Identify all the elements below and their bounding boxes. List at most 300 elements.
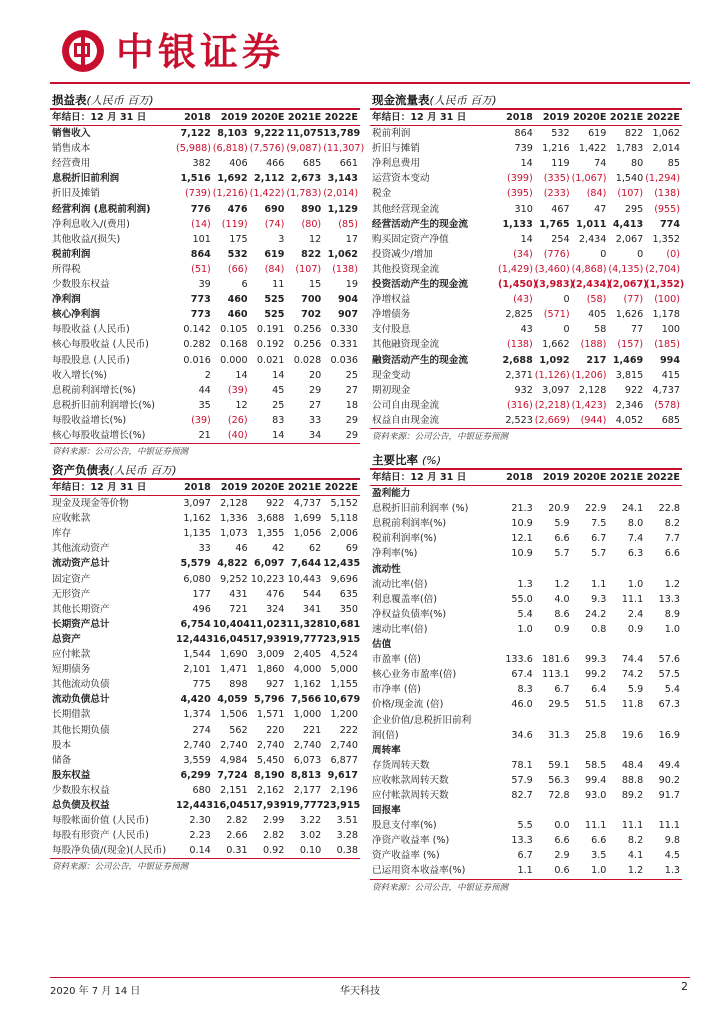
- cell-value: 680: [192, 784, 211, 796]
- table-row: [50, 768, 360, 783]
- ratios-table: [370, 470, 682, 879]
- row-label: 应付帐款周转天数: [372, 789, 449, 801]
- column-header: 2018: [176, 110, 213, 126]
- income-table: [50, 110, 365, 443]
- cell-value: 10.9: [511, 518, 533, 530]
- row-label: 价格/现金流 (倍): [372, 699, 444, 711]
- row-label: 库存: [52, 528, 72, 540]
- cell-value: 3,559: [183, 754, 211, 766]
- cell-value: 77: [630, 324, 644, 336]
- cell-value: 5.7: [591, 548, 607, 560]
- cell-value: 3.22: [299, 815, 322, 827]
- cell-value: 47: [594, 203, 607, 215]
- cell-value: 1,692: [217, 173, 248, 185]
- cell-value: 101: [192, 233, 211, 245]
- cell-value: 113.1: [542, 669, 570, 681]
- cell-value: 2,405: [293, 649, 322, 661]
- cashflow-statement-section: [370, 92, 685, 445]
- cell-value: 4,737: [652, 384, 680, 396]
- cell-value: 2.66: [226, 830, 248, 842]
- cell-value: 254: [551, 233, 570, 245]
- row-label: 折旧及摊销: [52, 188, 100, 200]
- row-label: 长期借款: [52, 709, 91, 721]
- cell-value: 0.14: [189, 845, 211, 857]
- cell-value: 7.4: [627, 533, 644, 545]
- cell-value: [608, 562, 645, 577]
- row-label: 每股有形资产 (人民币): [52, 830, 149, 842]
- cell-value: (39): [191, 414, 211, 426]
- cell-value: 16,045: [212, 633, 250, 645]
- table-row: [50, 738, 360, 753]
- row-label: 流动性: [372, 563, 401, 575]
- cell-value: 532: [551, 128, 570, 140]
- cell-value: 1.1: [517, 865, 533, 877]
- row-label: 净资产收益率 (%): [372, 835, 450, 847]
- cell-value: 1,860: [256, 664, 285, 676]
- cell-value: 12: [235, 399, 248, 411]
- column-header: 2020E: [572, 470, 609, 486]
- section-title: [50, 462, 360, 480]
- table-row: [370, 292, 682, 307]
- cell-value: 119: [551, 158, 570, 170]
- table-row: [50, 541, 360, 556]
- table-header-row: [370, 470, 682, 486]
- cell-value: 6,097: [254, 558, 285, 570]
- table-row: [50, 647, 360, 662]
- cell-value: 1,092: [539, 354, 570, 366]
- table-row: [370, 156, 682, 171]
- table-row: [50, 798, 360, 813]
- row-label: 核心业务市盈率(倍): [372, 669, 457, 681]
- row-label: 股本: [52, 739, 72, 751]
- row-label: 融资活动产生的现金流: [372, 354, 468, 366]
- cell-value: [535, 713, 572, 728]
- table-row: [370, 262, 682, 277]
- cell-value: 685: [302, 158, 322, 170]
- cell-value: 0.38: [336, 845, 358, 857]
- row-label: 其他融资现金流: [372, 339, 440, 351]
- cell-value: 43: [520, 324, 533, 336]
- table-row: [370, 592, 682, 607]
- cell-value: 350: [339, 603, 358, 615]
- table-row: [50, 843, 360, 858]
- cell-value: 8.0: [627, 518, 644, 530]
- cell-value: 221: [302, 724, 322, 736]
- table-row: [50, 353, 360, 368]
- cell-value: 2,006: [330, 528, 358, 540]
- row-label: 息税折旧前利润增长(%): [52, 399, 155, 411]
- cell-value: 619: [588, 128, 607, 140]
- table-row: [370, 546, 682, 561]
- row-label: 其他经营现金流: [372, 203, 440, 215]
- cell-value: 99.3: [585, 654, 607, 666]
- cell-value: (138): [654, 188, 680, 200]
- cell-value: (107): [295, 263, 322, 275]
- table-row: [370, 577, 682, 592]
- row-label: 每股帐面价值 (人民币): [52, 815, 149, 827]
- cell-value: 11,023: [249, 618, 287, 630]
- cell-value: 562: [229, 724, 248, 736]
- source-note: 资料来源：公司公告，中银证券预测: [370, 428, 682, 445]
- table-row: [370, 232, 682, 247]
- row-label: 净利率(%): [372, 548, 418, 560]
- table-row: [50, 428, 360, 443]
- cell-value: 58.5: [585, 759, 607, 771]
- table-row: [50, 262, 360, 277]
- cell-value: 8.9: [664, 608, 680, 620]
- cell-value: (1,216): [212, 188, 248, 200]
- row-label: 其他长期资产: [52, 603, 110, 615]
- cell-value: (74): [264, 218, 285, 230]
- row-label: 其他流动负债: [52, 679, 110, 691]
- cell-value: 34: [308, 429, 322, 441]
- cell-value: 7.5: [591, 518, 607, 530]
- cell-value: (26): [227, 414, 248, 426]
- source-note: 资料来源：公司公告，中银证券预测: [50, 443, 360, 460]
- column-header: 2019: [535, 110, 572, 126]
- cell-value: 9,222: [254, 128, 285, 140]
- cell-value: 69: [345, 543, 358, 555]
- cell-value: (77): [623, 294, 644, 306]
- row-label: 少数股东权益: [52, 279, 110, 291]
- cell-value: [535, 803, 572, 818]
- table-row: [50, 783, 360, 798]
- row-label: 估值: [372, 639, 392, 651]
- report-header: [50, 18, 690, 78]
- cell-value: (335): [543, 173, 570, 185]
- cell-value: 685: [661, 414, 680, 426]
- cell-value: (107): [617, 188, 644, 200]
- cell-value: (43): [513, 294, 533, 306]
- cell-value: 1,062: [327, 248, 358, 260]
- cell-value: 67.4: [511, 669, 533, 681]
- cell-value: 5.9: [554, 518, 570, 530]
- cell-value: 0.10: [299, 845, 322, 857]
- cell-value: 175: [229, 233, 248, 245]
- table-row: [50, 511, 360, 526]
- cell-value: (395): [506, 188, 533, 200]
- cell-value: 74.4: [621, 654, 644, 666]
- cell-value: 23,915: [323, 799, 361, 811]
- cell-value: (100): [654, 294, 680, 306]
- table-row: [50, 217, 360, 232]
- cell-value: 5.7: [554, 548, 570, 560]
- table-row: [370, 562, 682, 577]
- cell-value: (80): [301, 218, 322, 230]
- cell-value: 0.9: [627, 623, 644, 635]
- cell-value: 55.0: [511, 593, 533, 605]
- cell-value: 18: [345, 399, 358, 411]
- cell-value: 3,097: [183, 498, 211, 510]
- cell-value: 5.4: [664, 684, 680, 696]
- column-header: 2022E: [323, 480, 360, 496]
- row-label: 购买固定资产净值: [372, 233, 449, 245]
- cell-value: 7,644: [290, 558, 322, 570]
- cell-value: (2,067): [608, 279, 648, 291]
- table-row: [50, 496, 360, 512]
- table-row: [370, 622, 682, 637]
- bank-of-china-logo-icon: [62, 30, 104, 72]
- cell-value: 3,009: [256, 649, 285, 661]
- cell-value: (739): [184, 188, 211, 200]
- column-header: 年结日：12 月 31 日: [50, 110, 176, 126]
- cell-value: 11,075: [286, 128, 324, 140]
- cell-value: 27: [345, 384, 358, 396]
- table-row: [370, 353, 682, 368]
- column-header: 2020E: [250, 480, 287, 496]
- cell-value: 7,724: [217, 769, 248, 781]
- cell-value: (138): [332, 263, 358, 275]
- table-row: [370, 368, 682, 383]
- row-label: 市净率 (倍): [372, 684, 421, 696]
- table-row: [50, 662, 360, 677]
- cell-value: 415: [661, 369, 680, 381]
- column-header: 2022E: [323, 110, 360, 126]
- table-row: [50, 677, 360, 692]
- column-header: 2020E: [250, 110, 287, 126]
- cell-value: 4,524: [330, 649, 358, 661]
- row-label: 经营费用: [52, 158, 91, 170]
- cell-value: 405: [588, 309, 607, 321]
- table-row: [370, 126, 682, 142]
- cell-value: 57.9: [511, 774, 533, 786]
- cell-value: (119): [221, 218, 248, 230]
- cell-value: 1,422: [578, 143, 607, 155]
- row-label: 股息支付率(%): [372, 820, 437, 832]
- brand-name: 中银证券: [116, 29, 285, 74]
- cell-value: 1.0: [664, 623, 680, 635]
- cell-value: 12,435: [323, 558, 361, 570]
- table-row: [370, 697, 682, 712]
- cell-value: 11.1: [621, 820, 644, 832]
- cell-value: 4,413: [612, 218, 644, 230]
- cell-value: 24.2: [585, 608, 607, 620]
- cell-value: 6,299: [180, 769, 211, 781]
- cell-value: 9,252: [220, 573, 248, 585]
- cell-value: 25: [345, 369, 358, 381]
- cell-value: 702: [301, 309, 322, 321]
- cell-value: 33: [308, 414, 322, 426]
- cell-value: 0.000: [220, 354, 248, 366]
- cell-value: (85): [338, 218, 358, 230]
- cell-value: 46: [235, 543, 248, 555]
- table-row: [50, 247, 360, 262]
- cell-value: 2.82: [263, 830, 285, 842]
- cell-value: (1,429): [498, 263, 533, 275]
- balance-sheet-section: [50, 462, 360, 875]
- cell-value: 1,336: [220, 513, 248, 525]
- cell-value: [498, 803, 535, 818]
- row-label: 核心净利润: [52, 309, 100, 321]
- cell-value: 0.021: [256, 354, 285, 366]
- cell-value: 1,690: [220, 649, 248, 661]
- cell-value: 16.9: [658, 729, 680, 741]
- page-number: 2: [681, 980, 688, 993]
- cell-value: 1,469: [612, 354, 644, 366]
- column-header: 2021E: [608, 110, 645, 126]
- cell-value: 1,352: [652, 233, 680, 245]
- cell-value: 57.6: [658, 654, 680, 666]
- cell-value: 2,371: [505, 369, 533, 381]
- cell-value: 11: [272, 279, 285, 291]
- cell-value: [535, 486, 572, 502]
- cell-value: 864: [514, 128, 533, 140]
- cell-value: 29: [345, 429, 358, 441]
- column-header: 2018: [176, 480, 213, 496]
- cell-value: 10,681: [323, 618, 361, 630]
- cell-value: [572, 743, 609, 758]
- table-row: [370, 186, 682, 201]
- row-label: 短期债务: [52, 664, 91, 676]
- row-label: 现金变动: [372, 369, 411, 381]
- cell-value: 6.7: [554, 684, 570, 696]
- cell-value: (58): [586, 294, 607, 306]
- table-row: [370, 398, 682, 413]
- cell-value: 58: [594, 324, 607, 336]
- cell-value: 661: [339, 158, 358, 170]
- cell-value: (1,126): [534, 369, 570, 381]
- report-date: 2020 年 7 月 14 日: [50, 986, 141, 997]
- cell-value: (233): [543, 188, 570, 200]
- row-label: 净利润: [52, 294, 81, 306]
- cell-value: 39: [198, 279, 211, 291]
- cell-value: [535, 743, 572, 758]
- section-title: [370, 92, 682, 110]
- cell-value: 2,434: [578, 233, 607, 245]
- row-label: 存货周转天数: [372, 759, 430, 771]
- cell-value: (7,576): [249, 143, 285, 155]
- cell-value: 6.6: [554, 835, 570, 847]
- column-header: 2019: [535, 470, 572, 486]
- table-row: [50, 202, 360, 217]
- cell-value: 2,014: [652, 143, 680, 155]
- cell-value: 922: [266, 498, 285, 510]
- row-label: 股东权益: [52, 769, 91, 781]
- cell-value: [608, 713, 645, 728]
- cell-value: [608, 637, 645, 652]
- cell-value: 2.82: [226, 815, 248, 827]
- cell-value: (2,669): [534, 414, 570, 426]
- row-label: 每股收益增长(%): [52, 414, 127, 426]
- cashflow-table: [370, 110, 685, 428]
- cell-value: 34.6: [511, 729, 533, 741]
- row-label: 储备: [52, 754, 72, 766]
- company-name: 华天科技: [340, 986, 380, 997]
- cell-value: 62: [308, 543, 322, 555]
- cell-value: 8.3: [517, 684, 533, 696]
- cell-value: 10,404: [212, 618, 250, 630]
- cell-value: 17: [345, 233, 358, 245]
- cell-value: 7,122: [180, 128, 211, 140]
- cell-value: 6.6: [664, 548, 680, 560]
- cell-value: 1,783: [615, 143, 644, 155]
- cell-value: [608, 803, 645, 818]
- cell-value: 12.1: [511, 533, 533, 545]
- cell-value: [572, 713, 609, 728]
- cell-value: [535, 562, 572, 577]
- table-row: [50, 322, 360, 337]
- cell-value: (1,294): [645, 173, 681, 185]
- cell-value: 2.30: [189, 815, 211, 827]
- cell-value: 1,662: [542, 339, 570, 351]
- row-label: 收入增长(%): [52, 369, 107, 381]
- cell-value: [645, 486, 682, 502]
- cell-value: (399): [506, 173, 533, 185]
- cell-value: 3.28: [336, 830, 358, 842]
- cell-value: (2,218): [534, 399, 570, 411]
- cell-value: 2: [204, 369, 211, 381]
- cell-value: 773: [190, 309, 211, 321]
- column-header: 年结日：12 月 31 日: [50, 480, 176, 496]
- row-label: 每股收益 (人民币): [52, 324, 130, 336]
- cell-value: 0.192: [256, 339, 285, 351]
- cell-value: 0.191: [256, 324, 285, 336]
- cell-value: (11,307): [323, 143, 365, 155]
- row-label: 其他收益/(损失): [52, 233, 121, 245]
- cell-value: 4,822: [217, 558, 248, 570]
- cell-value: 20.9: [548, 503, 570, 515]
- cell-value: [535, 637, 572, 652]
- table-header-row: [370, 110, 682, 126]
- cell-value: 5,152: [330, 498, 358, 510]
- table-header-row: [50, 110, 360, 126]
- cell-value: 4,052: [615, 414, 644, 426]
- cell-value: 0.028: [293, 354, 322, 366]
- cell-value: 619: [264, 248, 285, 260]
- cell-value: 460: [227, 294, 248, 306]
- section-title-text: 损益表: [52, 93, 87, 107]
- cell-value: 5,118: [330, 513, 358, 525]
- cell-value: 25.8: [585, 729, 607, 741]
- cell-value: 2,740: [220, 739, 248, 751]
- cell-value: 99.4: [585, 774, 607, 786]
- cell-value: 6.7: [517, 850, 533, 862]
- table-row: [50, 617, 360, 632]
- cell-value: 22.9: [585, 503, 607, 515]
- cell-value: 100: [661, 324, 680, 336]
- row-label: 息税折旧前利润率 (%): [372, 503, 469, 515]
- cell-value: 690: [264, 203, 285, 215]
- income-statement-section: [50, 92, 365, 460]
- table-row: [50, 753, 360, 768]
- cell-value: 49.4: [658, 759, 680, 771]
- cell-value: 2,067: [615, 233, 644, 245]
- cell-value: 295: [624, 203, 644, 215]
- table-row: [370, 501, 682, 516]
- cell-value: 927: [266, 679, 285, 691]
- row-label: 现金及现金等价物: [52, 498, 129, 510]
- cell-value: (2,014): [323, 188, 359, 200]
- cell-value: 3.02: [299, 830, 322, 842]
- section-unit: (人民币 百万): [429, 94, 497, 107]
- cell-value: 1.3: [517, 578, 533, 590]
- cell-value: 890: [301, 203, 322, 215]
- cell-value: 2,825: [505, 309, 533, 321]
- row-label: 企业价值/息税折旧前利: [372, 714, 472, 726]
- cell-value: (776): [543, 248, 570, 260]
- row-label: 其他投资现金流: [372, 263, 440, 275]
- table-row: [370, 247, 682, 262]
- cell-value: 310: [514, 203, 533, 215]
- cell-value: (6,818): [212, 143, 248, 155]
- cell-value: 776: [190, 203, 211, 215]
- cell-value: (1,450): [498, 279, 538, 291]
- source-note: 资料来源：公司公告，中银证券预测: [50, 858, 360, 875]
- cell-value: 994: [659, 354, 680, 366]
- cell-value: 6,754: [180, 618, 211, 630]
- cell-value: 1.1: [591, 578, 607, 590]
- table-row: [50, 828, 360, 843]
